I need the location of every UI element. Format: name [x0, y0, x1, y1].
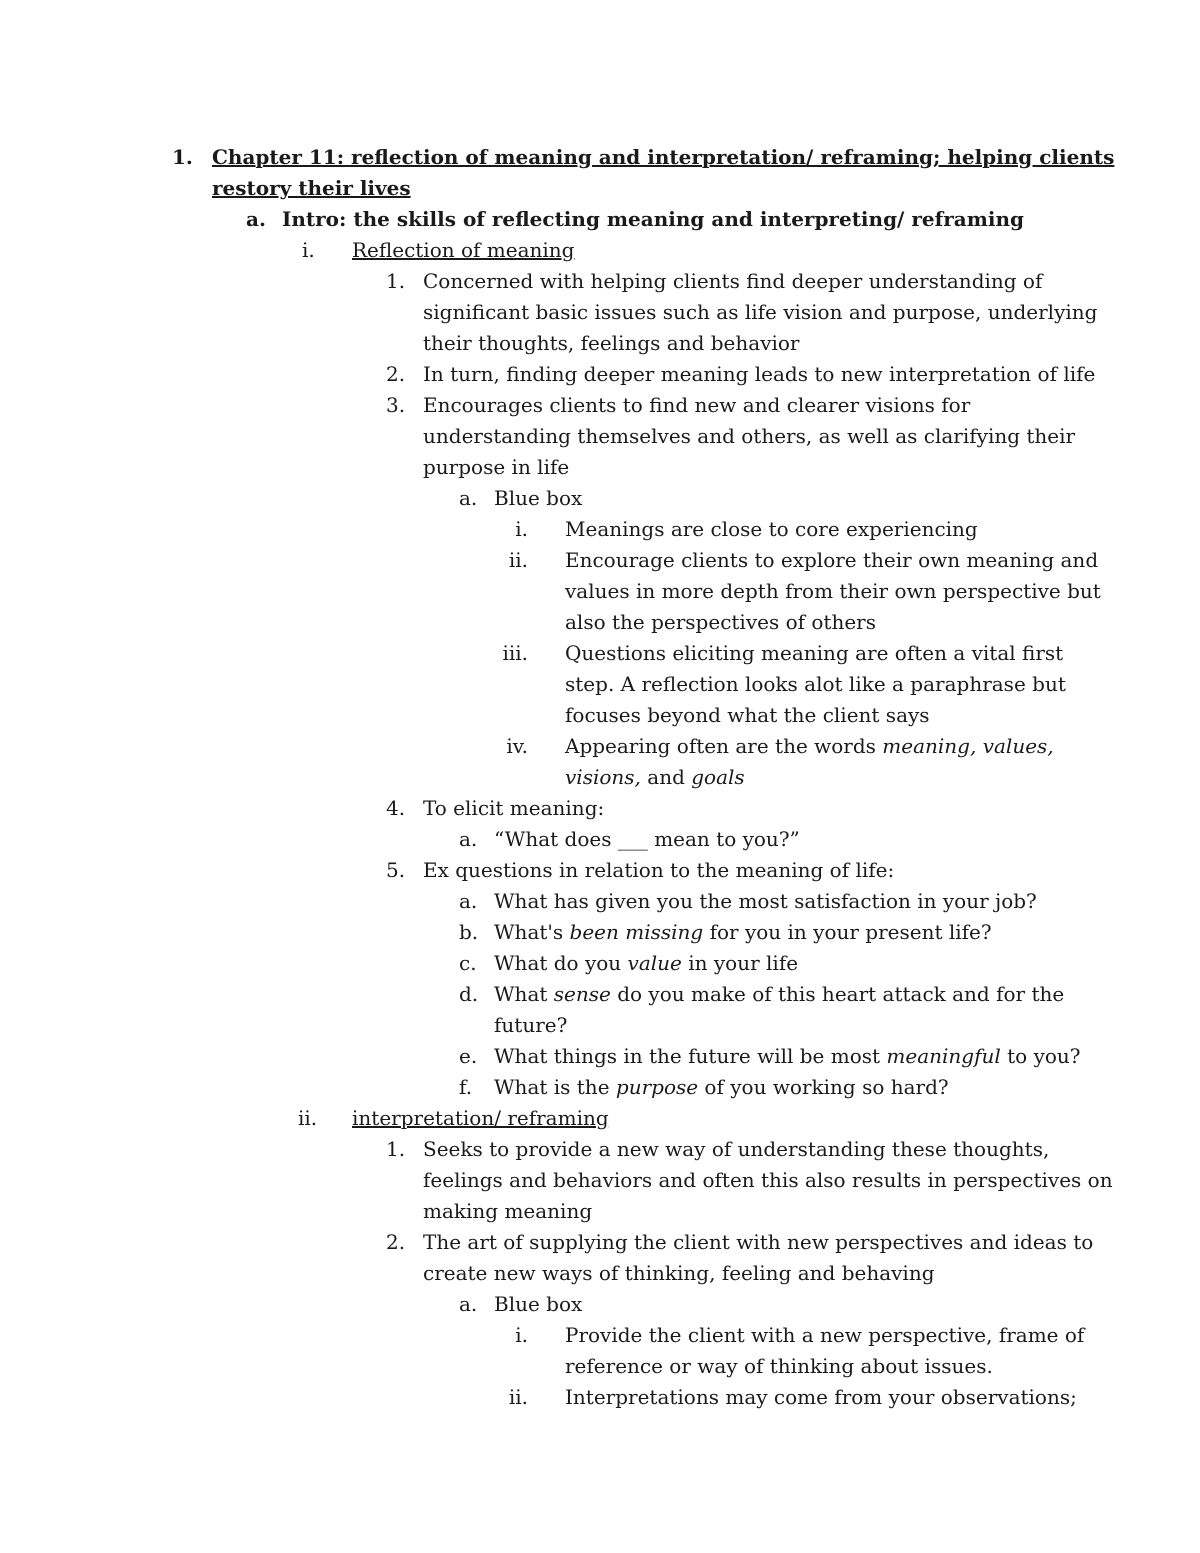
bluebox1-iv-italic: meaning, values,: [882, 734, 1054, 758]
reflection-item1-line2: significant basic issues such as life vision and purpose, underlying: [423, 300, 1098, 324]
bluebox2-ii-line1: Interpretations may come from your observations;: [565, 1385, 1077, 1409]
bluebox2-i-line2: reference or way of thinking about issues.: [565, 1354, 993, 1378]
bluebox1-ii-line3: also the perspectives of others: [565, 610, 877, 634]
question-d-italic: sense: [553, 982, 611, 1006]
interpretation-item2-line1: The art of supplying the client with new perspectives and ideas to: [423, 1230, 1094, 1254]
question-c-number: c.: [459, 951, 477, 975]
reflection-item3-number: 3.: [386, 393, 406, 417]
bluebox2-i-line1: Provide the client with a new perspective, frame of: [565, 1323, 1085, 1347]
bluebox2-i-number: i.: [515, 1323, 528, 1347]
bluebox1-iv-line2: [565, 762, 745, 793]
interpretation-item1-number: 1.: [386, 1137, 406, 1161]
heading-number: 1.: [172, 145, 193, 169]
bluebox1-iv-text: Appearing often are the words: [565, 734, 883, 758]
question-e-part1: What things in the future will be most: [494, 1044, 887, 1068]
bluebox1-iii-line3: focuses beyond what the client says: [565, 703, 930, 727]
question-e-part3: to you?: [1000, 1044, 1081, 1068]
question-e-italic: meaningful: [886, 1044, 1001, 1068]
bluebox2-label: Blue box: [494, 1292, 583, 1316]
question-a-text: What has given you the most satisfaction in your job?: [494, 889, 1037, 913]
question-f-part3: of you working so hard?: [698, 1075, 949, 1099]
reflection-item3-line3: purpose in life: [423, 455, 570, 479]
question-c-part3: in your life: [681, 951, 799, 975]
question-c-text: [494, 948, 798, 979]
question-f-number: f.: [459, 1075, 473, 1099]
reflection-item5-line1: Ex questions in relation to the meaning of life:: [423, 858, 895, 882]
bluebox1-iii-line1: Questions eliciting meaning are often a vital first: [565, 641, 1064, 665]
interpretation-item1-line2: feelings and behaviors and often this also results in perspectives on: [423, 1168, 1113, 1192]
bluebox1-i-number: i.: [515, 517, 528, 541]
question-d-part3: do you make of this heart attack and for the: [610, 982, 1065, 1006]
question-d-line2: future?: [494, 1013, 568, 1037]
reflection-item3-line2: understanding themselves and others, as well as clarifying their: [423, 424, 1076, 448]
reflection-item1-number: 1.: [386, 269, 406, 293]
question-c-italic: value: [627, 951, 682, 975]
reflection-number: i.: [302, 238, 315, 262]
reflection-item4-number: 4.: [386, 796, 406, 820]
question-a-number: a.: [459, 889, 478, 913]
question-b-part3: for you in your present life?: [703, 920, 992, 944]
bluebox1-iii-line2: step. A reflection looks alot like a paraphrase but: [565, 672, 1066, 696]
reflection-item4-a-text: “What does ___ mean to you?”: [494, 827, 800, 851]
question-b-text: [494, 917, 992, 948]
bluebox1-ii-line1: Encourage clients to explore their own meaning and: [565, 548, 1099, 572]
reflection-item3-line1: Encourages clients to find new and clearer visions for: [423, 393, 971, 417]
question-c-part1: What do you: [494, 951, 628, 975]
bluebox1-i-line1: Meanings are close to core experiencing: [565, 517, 978, 541]
bluebox1-iii-number: iii.: [502, 641, 528, 665]
question-f-part1: What is the: [494, 1075, 616, 1099]
question-e-number: e.: [459, 1044, 478, 1068]
bluebox2-number: a.: [459, 1292, 478, 1316]
question-b-number: b.: [459, 920, 479, 944]
intro-heading: Intro: the skills of reflecting meaning and interpreting/ reframing: [282, 207, 1024, 231]
reflection-item4-line1: To elicit meaning:: [423, 796, 605, 820]
interpretation-item2-number: 2.: [386, 1230, 406, 1254]
reflection-item1-line3: their thoughts, feelings and behavior: [423, 331, 800, 355]
interpretation-number: ii.: [298, 1106, 318, 1130]
question-d-number: d.: [459, 982, 479, 1006]
interpretation-item2-line2: create new ways of thinking, feeling and behaving: [423, 1261, 935, 1285]
bluebox1-number: a.: [459, 486, 478, 510]
bluebox1-iv-number: iv.: [506, 734, 528, 758]
bluebox1-iv-line1: [565, 731, 1054, 762]
reflection-item5-number: 5.: [386, 858, 406, 882]
bluebox1-iv-visions: visions,: [565, 765, 641, 789]
question-d-part1: What: [494, 982, 554, 1006]
bluebox1-iv-goals: goals: [691, 765, 745, 789]
bluebox1-label: Blue box: [494, 486, 583, 510]
interpretation-item1-line1: Seeks to provide a new way of understanding these thoughts,: [423, 1137, 1050, 1161]
chapter-heading-line1: Chapter 11: reflection of meaning and interpretation/ reframing; helping clients: [212, 145, 1115, 169]
reflection-title: Reflection of meaning: [352, 238, 575, 262]
question-f-italic: purpose: [615, 1075, 699, 1099]
reflection-item2-line1: In turn, finding deeper meaning leads to new interpretation of life: [423, 362, 1096, 386]
intro-number: a.: [246, 207, 266, 231]
interpretation-title: interpretation/ reframing: [352, 1106, 609, 1130]
question-d-text: [494, 979, 1064, 1010]
interpretation-item1-line3: making meaning: [423, 1199, 593, 1223]
bluebox1-iv-and: and: [640, 765, 692, 789]
question-e-text: [494, 1041, 1081, 1072]
chapter-heading-line2: restory their lives: [212, 176, 411, 200]
bluebox1-ii-number: ii.: [508, 548, 528, 572]
reflection-item1-line1: Concerned with helping clients find deeper understanding of: [423, 269, 1043, 293]
question-b-italic: been missing: [569, 920, 704, 944]
bluebox1-ii-line2: values in more depth from their own perspective but: [565, 579, 1101, 603]
question-b-part1: What's: [494, 920, 570, 944]
question-f-text: [494, 1072, 949, 1103]
reflection-item2-number: 2.: [386, 362, 406, 386]
reflection-item4-a-number: a.: [459, 827, 478, 851]
bluebox2-ii-number: ii.: [508, 1385, 528, 1409]
